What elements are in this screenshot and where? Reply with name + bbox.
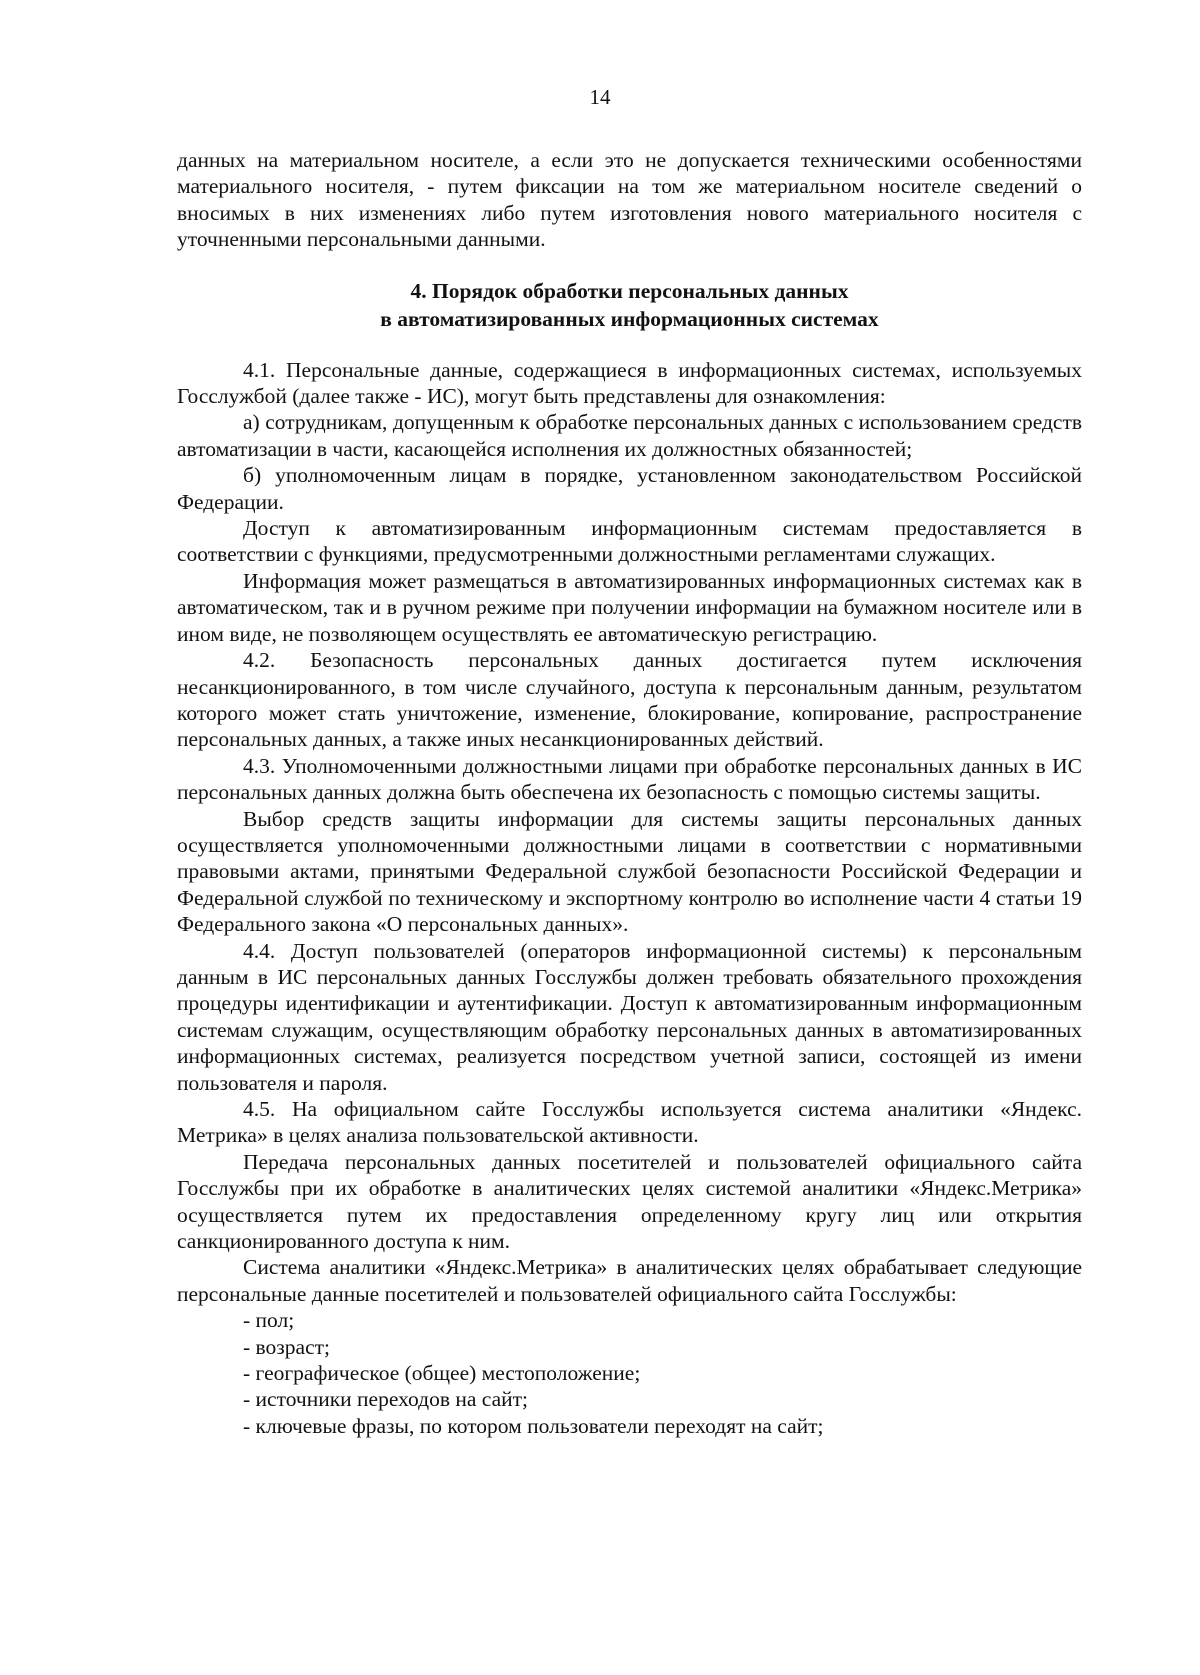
list-item: - источники переходов на сайт; bbox=[243, 1387, 529, 1412]
list-item: - географическое (общее) местоположение; bbox=[243, 1361, 641, 1386]
list-item: - ключевые фразы, по котором пользователи переходят на сайт; bbox=[243, 1413, 824, 1438]
paragraph-4-1: 4.1. Персональные данные, содержащиеся в информационных системах, используемых Госслужбой (далее также - ИС), могут быть представлены для ознакомления: bbox=[177, 357, 1082, 409]
list-item: - пол; bbox=[243, 1308, 295, 1333]
paragraph-4-3: 4.3. Уполномоченными должностными лицами при обработке персональных данных в ИС персональных данных должна быть обеспечена их безопасность с помощью системы защиты. bbox=[177, 753, 1082, 805]
paragraph-protection-choice: Выбор средств защиты информации для системы защиты персональных данных осуществляется уполномоченными должностными лицами в соответствии с нормативными правовыми актами, принятыми Федеральной службой безопасности Российской Федерации и Федеральной службой по техническому и экспортному контролю во исполнение части 4 статьи 19 Федерального закона «О персональных данных». bbox=[177, 806, 1082, 937]
document-body bbox=[177, 147, 1082, 1439]
paragraph-information: Информация может размещаться в автоматизированных информационных системах как в автоматическом, так и в ручном режиме при получении информации на бумажном носителе или в ином виде, не позволяющем осуществлять ее автоматическую регистрацию. bbox=[177, 568, 1082, 646]
paragraph-4-4: 4.4. Доступ пользователей (операторов информационной системы) к персональным данным в ИС персональных данных Госслужбы должен требовать обязательного прохождения процедуры идентификации и аутентификации. Доступ к автоматизированным информационным системам служащим, осуществляющим обработку персональных данных в автоматизированных информационных системах, реализуется посредством учетной записи, состоящей из имени пользователя и пароля. bbox=[177, 938, 1082, 1095]
paragraph-transfer: Передача персональных данных посетителей и пользователей официального сайта Госслужбы при их обработке в аналитических целях системой аналитики «Яндекс.Метрика» осуществляется путем их предоставления определенному кругу лиц или открытия санкционированного доступа к ним. bbox=[177, 1149, 1082, 1254]
paragraph-analytics-system: Система аналитики «Яндекс.Метрика» в аналитических целях обрабатывает следующие персональные данные посетителей и пользователей официального сайта Госслужбы: bbox=[177, 1255, 1082, 1306]
paragraph-item-b: б) уполномоченным лицам в порядке, установленном законодательством Российской Федерации. bbox=[177, 463, 1082, 514]
paragraph-item-a: а) сотрудникам, допущенным к обработке персональных данных с использованием средств автоматизации в части, касающейся исполнения их должностных обязанностей; bbox=[177, 410, 1082, 461]
section-heading-line-1: 4. Порядок обработки персональных данных bbox=[410, 278, 849, 303]
paragraph-access: Доступ к автоматизированным информационным системам предоставляется в соответствии с функциями, предусмотренными должностными регламентами служащих. bbox=[177, 516, 1082, 567]
section-heading-line-2: в автоматизированных информационных системах bbox=[380, 306, 879, 331]
page-number: 14 bbox=[589, 85, 611, 109]
paragraph-4-2: 4.2. Безопасность персональных данных достигается путем исключения несанкционированного, в том числе случайного, доступа к персональным данным, результатом которого может стать уничтожение, изменение, блокирование, копирование, распространение персональных данных, а также иных несанкционированных действий. bbox=[177, 648, 1082, 752]
paragraph-4-5: 4.5. На официальном сайте Госслужбы используется система аналитики «Яндекс. Метрика» в целях анализа пользовательской активности. bbox=[177, 1097, 1082, 1148]
section-heading bbox=[177, 277, 1082, 333]
list-item: - возраст; bbox=[243, 1334, 330, 1359]
intro-paragraph: данных на материальном носителе, а если это не допускается техническими особенностями материального носителя, - путем фиксации на том же материальном носителе сведений о вносимых в них изменениях либо путем изготовления нового материального носителя с уточненными персональными данными. bbox=[177, 148, 1082, 252]
